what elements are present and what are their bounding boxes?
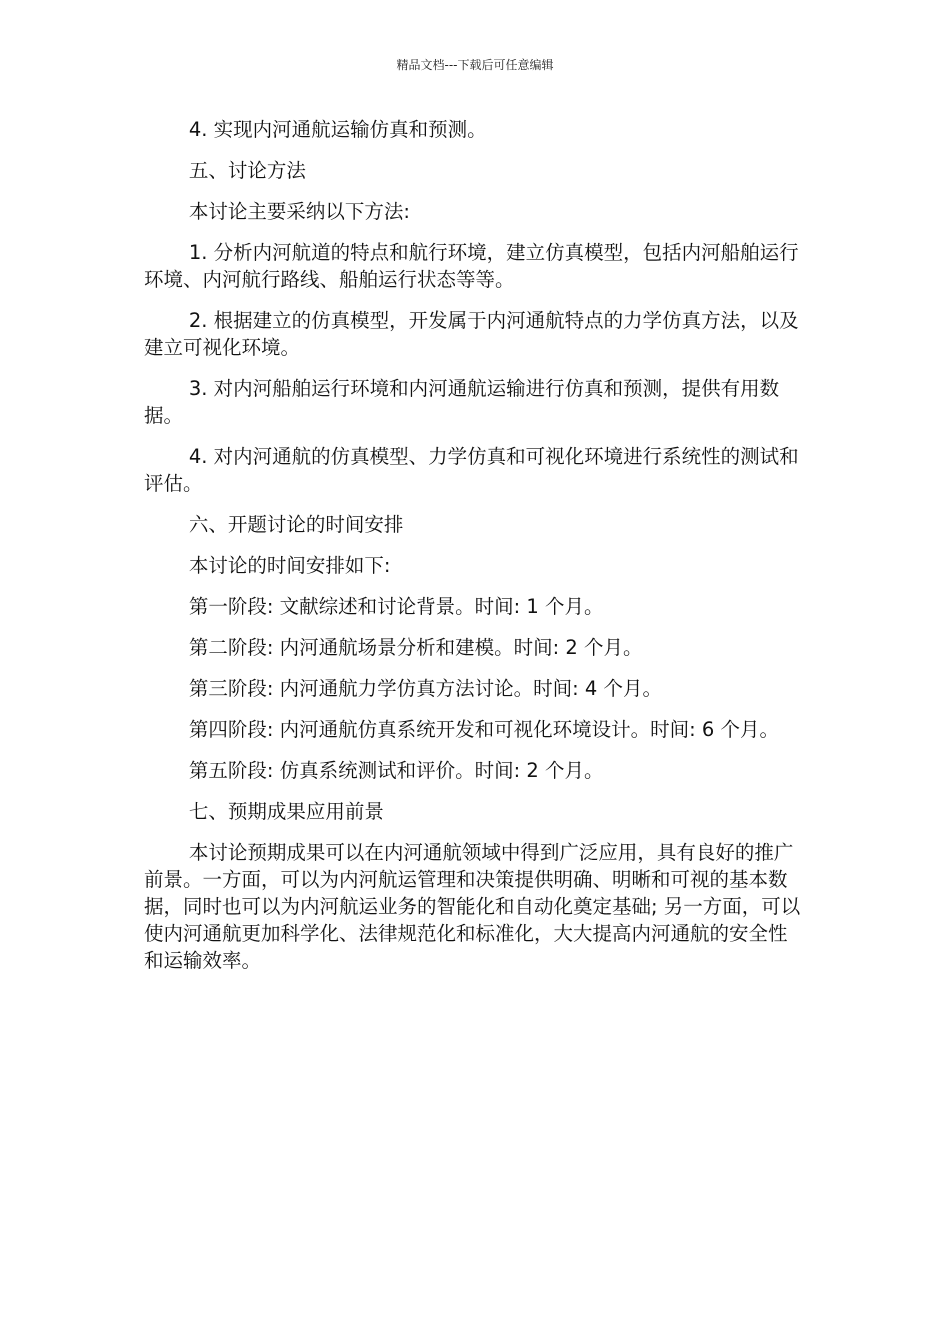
section-heading-methods: 五、讨论方法 xyxy=(188,159,306,182)
method-item-3: 3. 对内河船舶运行环境和内河通航运输进行仿真和预测，提供有用数据。 xyxy=(144,377,780,427)
section-heading-outcomes: 七、预期成果应用前景 xyxy=(188,800,384,823)
section-heading-schedule: 六、开题讨论的时间安排 xyxy=(188,513,404,536)
method-item-4: 4. 对内河通航的仿真模型、力学仿真和可视化环境进行系统性的测试和评估。 xyxy=(144,445,799,495)
schedule-stage-1: 第一阶段: 文献综述和讨论背景。时间: 1 个月。 xyxy=(188,595,604,618)
method-item-2: 2. 根据建立的仿真模型，开发属于内河通航特点的力学仿真方法，以及建立可视化环境。 xyxy=(144,309,799,359)
outcomes-paragraph: 本讨论预期成果可以在内河通航领域中得到广泛应用，具有良好的推广前景。一方面，可以为内河航运管理和决策提供明确、明晰和可视的基本数据，同时也可以为内河航运业务的智能化和自动化奠定基础; 另一方面，可以使内河通航更加科学化、法律规范化和标准化，大大提高内河通航的安全性和运输效率。 xyxy=(144,841,801,972)
page-header: 精品文档---下载后可任意编辑 xyxy=(396,58,554,72)
schedule-stage-5: 第五阶段: 仿真系统测试和评价。时间: 2 个月。 xyxy=(188,759,604,782)
schedule-stage-4: 第四阶段: 内河通航仿真系统开发和可视化环境设计。时间: 6 个月。 xyxy=(188,718,779,741)
document-body xyxy=(144,116,804,988)
schedule-stage-2: 第二阶段: 内河通航场景分析和建模。时间: 2 个月。 xyxy=(188,636,643,659)
schedule-intro: 本讨论的时间安排如下: xyxy=(188,554,391,577)
methods-intro: 本讨论主要采纳以下方法: xyxy=(188,200,410,223)
schedule-stage-3: 第三阶段: 内河通航力学仿真方法讨论。时间: 4 个月。 xyxy=(188,677,662,700)
method-item-1: 1. 分析内河航道的特点和航行环境，建立仿真模型，包括内河船舶运行环境、内河航行路线、船舶运行状态等等。 xyxy=(144,241,799,291)
list-item-goal-4: 4. 实现内河通航运输仿真和预测。 xyxy=(188,118,487,141)
